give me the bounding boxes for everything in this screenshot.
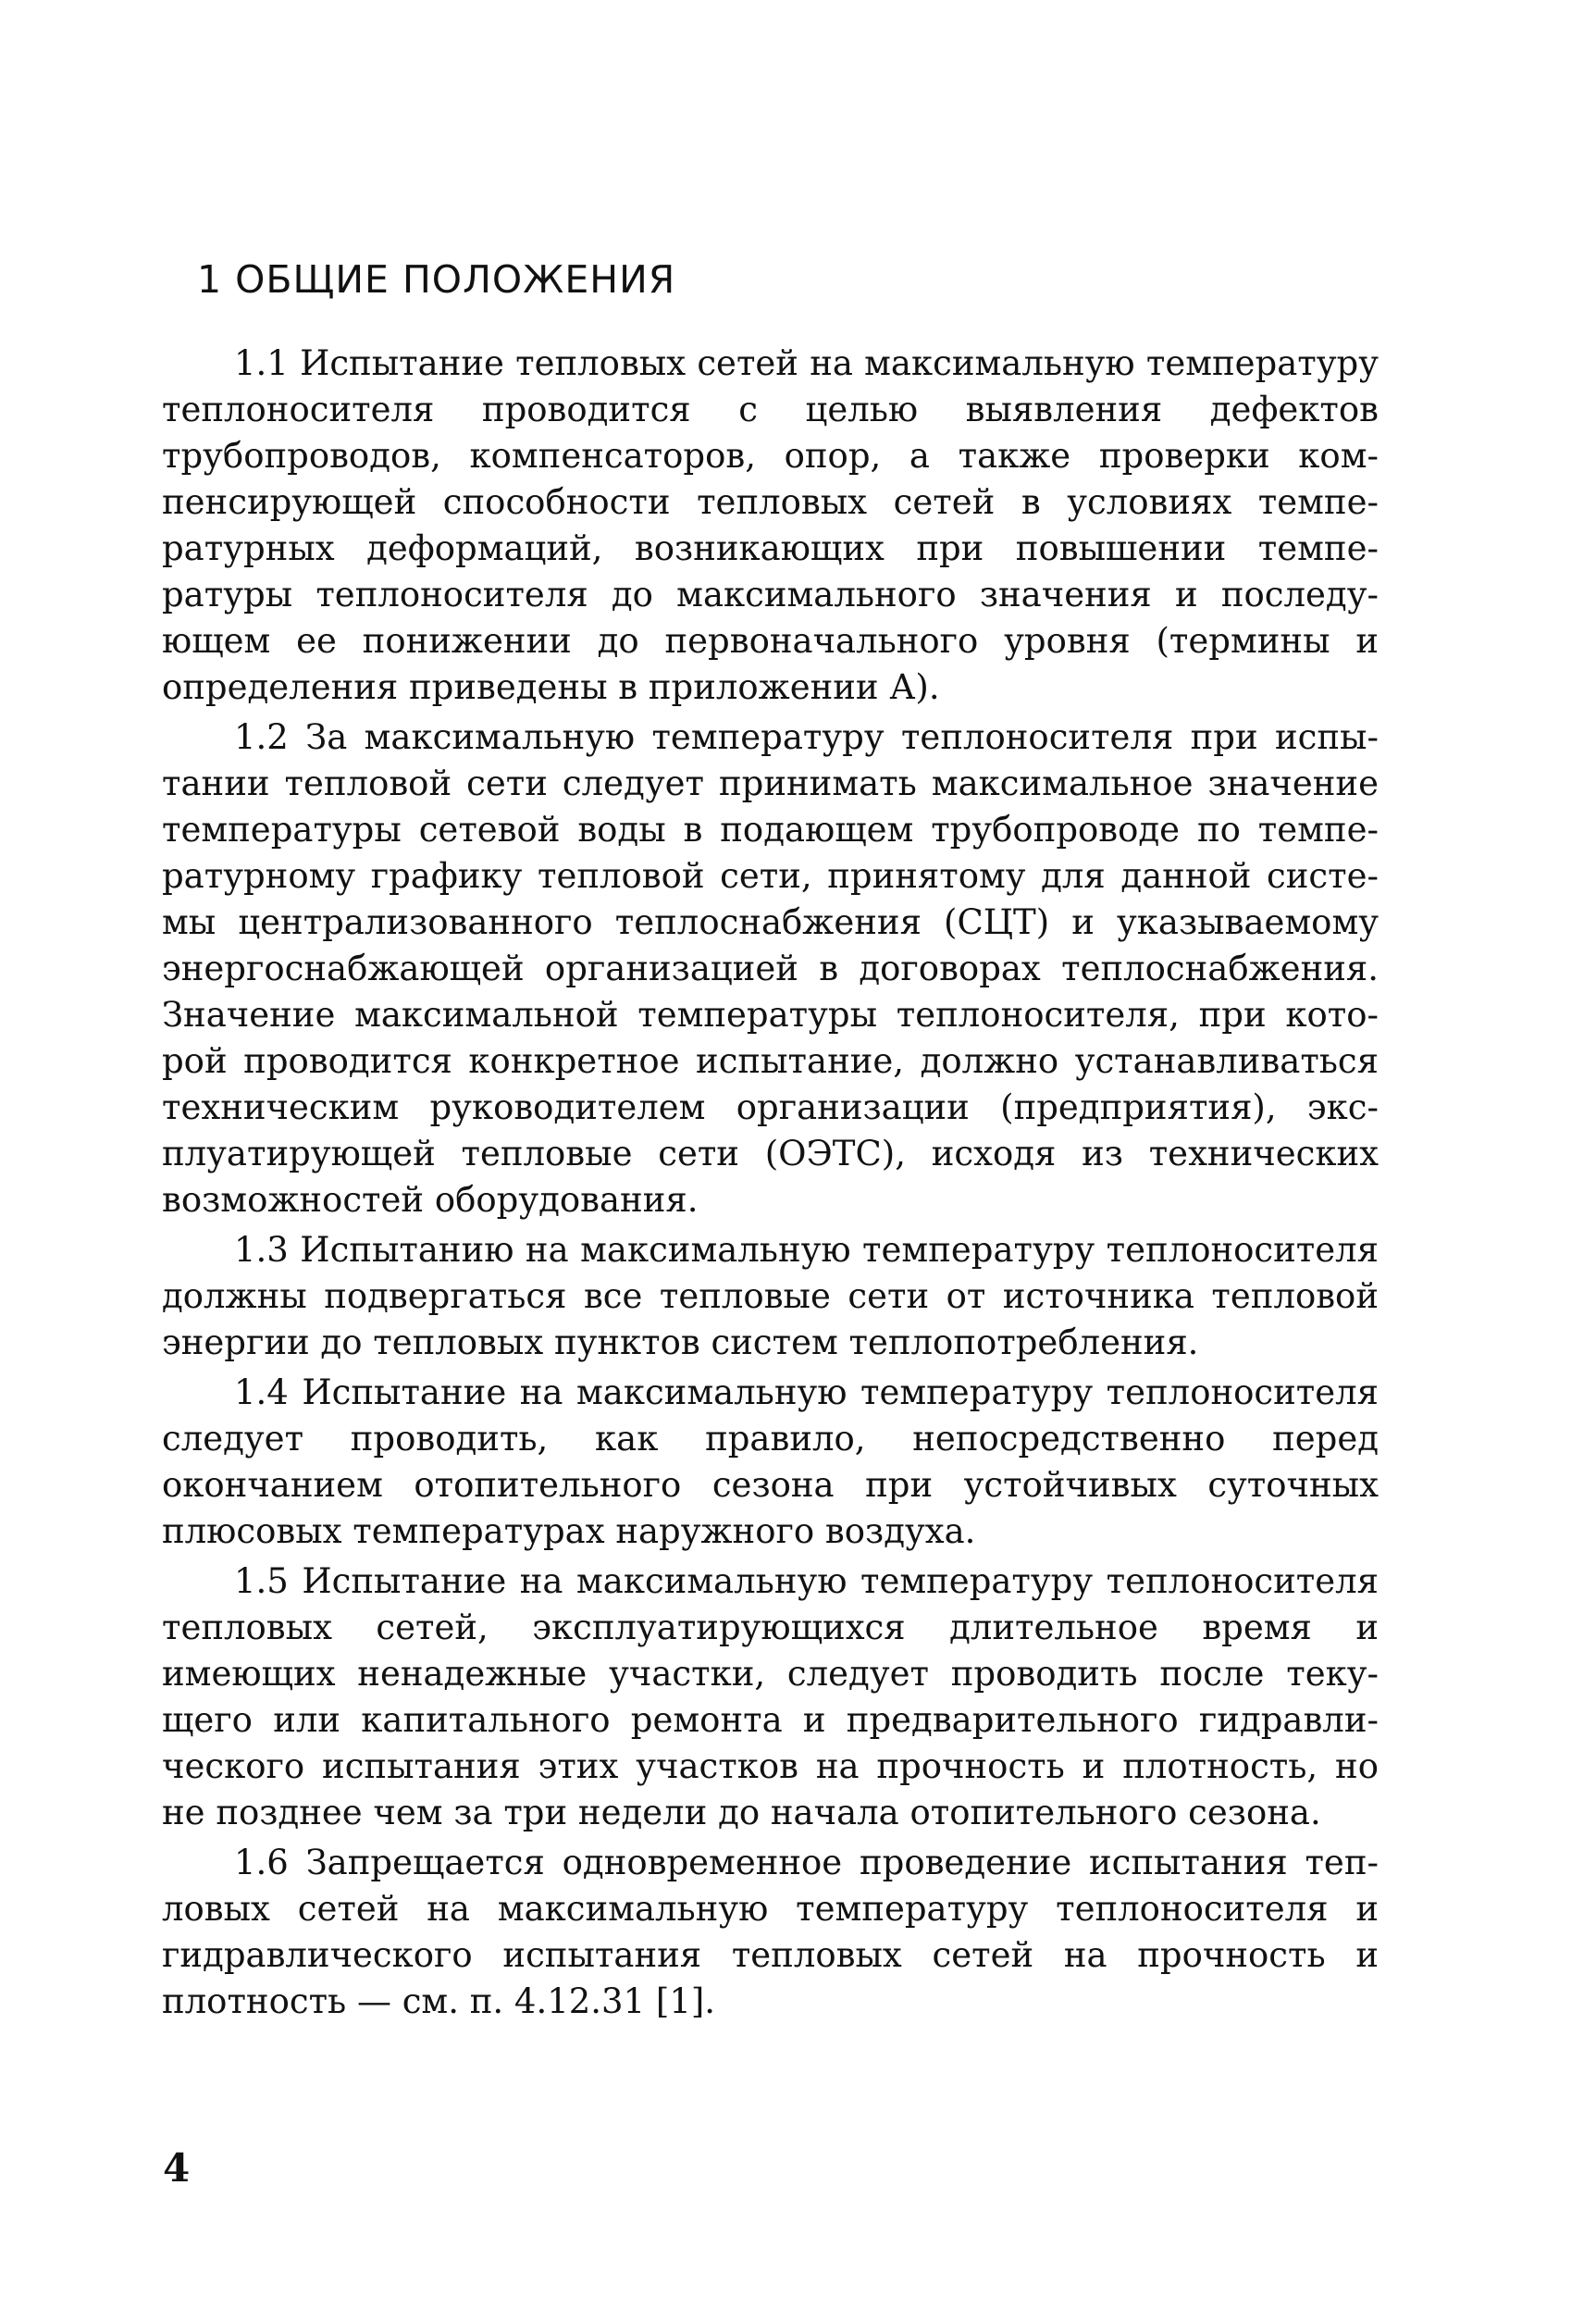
paragraph-1-1: 1.1 Испытание тепловых сетей на максимальную температуру теплоносителя проводится с целью выявления дефектов трубопроводов, компенсаторов, опор, а также проверки компенсирующей способности тепловых сетей в условиях температурных деформаций, возникающих при повышении температуры теплоносителя до максимального значения и последующем ее понижении до первоначального уровня (термины и определения приведены в приложении А). — [162, 343, 1379, 707]
page-number: 4 — [163, 2145, 191, 2191]
section-title: 1 ОБЩИЕ ПОЛОЖЕНИЯ — [197, 257, 676, 302]
paragraph-1-5: 1.5 Испытание на максимальную температуру теплоносителя тепловых сетей, эксплуатирующихся длительное время и имеющих ненадежные участки, следует проводить после текущего или капитального ремонта и предварительного гидравлического испытания этих участков на прочность и плотность, но не позднее чем за три недели до начала отопительного сезона. — [162, 1561, 1379, 1832]
body-text — [162, 341, 1379, 2029]
paragraph-1-6: 1.6 Запрещается одновременное проведение испытания тепловых сетей на максимальную температуру теплоносителя и гидравлического испытания тепловых сетей на прочность и плотность — см. п. 4.12.31 [1]. — [162, 1843, 1379, 2021]
paragraph-1-2: 1.2 За максимальную температуру теплоносителя при испытании тепловой сети следует принимать максимальное значение температуры сетевой воды в подающем трубопроводе по температурному графику тепловой сети, принятому для данной системы централизованного теплоснабжения (СЦТ) и указываемому энергоснабжающей организацией в договорах теплоснабжения. Значение максимальной температуры теплоносителя, при которой проводится конкретное испытание, должно устанавливаться техническим руководителем организации (предприятия), эксплуатирующей тепловые сети (ОЭТС), исходя из технических возможностей оборудования. — [162, 717, 1379, 1220]
paragraph-1-4: 1.4 Испытание на максимальную температуру теплоносителя следует проводить, как правило, непосредственно перед окончанием отопительного сезона при устойчивых суточных плюсовых температурах наружного воздуха. — [162, 1372, 1379, 1551]
paragraph-1-3: 1.3 Испытанию на максимальную температуру теплоносителя должны подвергаться все тепловые сети от источника тепловой энергии до тепловых пунктов систем теплопотребления. — [162, 1230, 1379, 1362]
